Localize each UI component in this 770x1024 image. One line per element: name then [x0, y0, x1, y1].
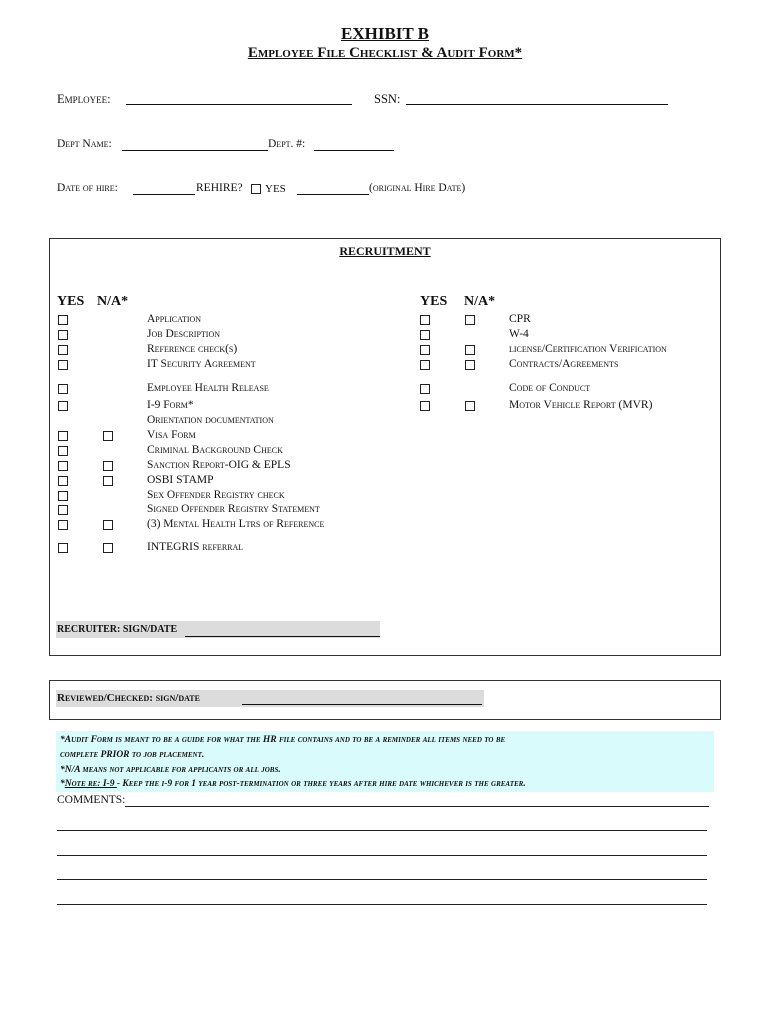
left-checklist-label: Reference check(s)	[147, 343, 238, 355]
dept-name-field[interactable]	[122, 138, 268, 151]
right-na-header: N/A*	[464, 294, 496, 309]
date-of-hire-label: Date of hire:	[57, 182, 118, 194]
left-checklist-label: Orientation documentation	[147, 414, 274, 426]
right-yes-header: YES	[420, 294, 448, 309]
right-checklist-label: W-4	[509, 328, 529, 340]
left-yes-checkbox[interactable]	[58, 543, 68, 553]
left-yes-checkbox[interactable]	[58, 330, 68, 340]
note-line-4	[60, 779, 526, 789]
recruiter-sign-label: RECRUITER: SIGN/DATE	[57, 624, 178, 635]
reviewed-sign-label: Reviewed/Checked: sign/date	[57, 692, 200, 704]
left-checklist-label: Signed Offender Registry Statement	[147, 503, 320, 515]
right-checklist-label: Motor Vehicle Report (MVR)	[509, 399, 653, 411]
right-na-checkbox[interactable]	[465, 360, 475, 370]
left-na-header: N/A*	[97, 294, 129, 309]
ssn-field[interactable]	[406, 92, 668, 105]
recruitment-title: RECRUITMENT	[339, 244, 431, 258]
comments-line-5[interactable]	[57, 904, 707, 905]
left-checklist-label: I-9 Form*	[147, 399, 194, 411]
right-yes-checkbox[interactable]	[420, 330, 430, 340]
left-yes-checkbox[interactable]	[58, 431, 68, 441]
comments-label: COMMENTS:	[57, 794, 126, 806]
employee-label: Employee:	[57, 92, 111, 106]
left-checklist-label: (3) Mental Health Ltrs of Reference	[147, 518, 325, 530]
dept-number-field[interactable]	[314, 138, 394, 151]
left-checklist-label: Visa Form	[147, 429, 196, 441]
right-checklist-label: Code of Conduct	[509, 382, 591, 394]
form-subtitle: Employee File Checklist & Audit Form*	[247, 45, 523, 61]
left-checklist-label: Criminal Background Check	[147, 444, 283, 456]
rehire-checkbox[interactable]	[251, 184, 261, 194]
left-checklist-label: Employee Health Release	[147, 382, 269, 394]
left-na-checkbox[interactable]	[103, 461, 113, 471]
note-line-4-prefix: *	[60, 779, 65, 789]
right-yes-checkbox[interactable]	[420, 401, 430, 411]
left-checklist-label: INTEGRIS referral	[147, 541, 244, 553]
left-yes-checkbox[interactable]	[58, 476, 68, 486]
left-yes-checkbox[interactable]	[58, 461, 68, 471]
left-na-checkbox[interactable]	[103, 520, 113, 530]
note-line-4-rest: - Keep the i-9 for 1 year post-termination or three years after hire date whichever is the greater.	[116, 779, 526, 789]
left-na-checkbox[interactable]	[103, 476, 113, 486]
comments-line-3[interactable]	[57, 855, 707, 856]
right-na-checkbox[interactable]	[465, 315, 475, 325]
left-yes-checkbox[interactable]	[58, 384, 68, 394]
left-checklist-label: Sex Offender Registry check	[147, 489, 285, 501]
left-checklist-label: OSBI STAMP	[147, 474, 214, 486]
right-yes-checkbox[interactable]	[420, 345, 430, 355]
right-na-checkbox[interactable]	[465, 345, 475, 355]
ssn-label: SSN:	[374, 92, 401, 106]
left-yes-checkbox[interactable]	[58, 315, 68, 325]
note-line-3: *N/A means not applicable for applicants or all jobs.	[60, 765, 281, 775]
right-yes-checkbox[interactable]	[420, 384, 430, 394]
left-checklist-label: Job Description	[147, 328, 220, 340]
left-checklist-label: Sanction Report-OIG & EPLS	[147, 459, 291, 471]
left-yes-checkbox[interactable]	[58, 360, 68, 370]
dept-name-label: Dept Name:	[57, 138, 112, 150]
right-na-checkbox[interactable]	[465, 401, 475, 411]
left-yes-checkbox[interactable]	[58, 491, 68, 501]
left-na-checkbox[interactable]	[103, 543, 113, 553]
employee-field[interactable]	[126, 92, 352, 105]
left-checklist-label: Application	[147, 313, 202, 325]
note-line-4-note: Note re: I-9	[64, 779, 117, 789]
recruiter-sign-field[interactable]	[185, 624, 380, 637]
reviewed-sign-field[interactable]	[242, 692, 482, 705]
right-checklist-label: license/Certification Verification	[509, 343, 667, 355]
rehire-label: REHIRE?	[196, 182, 243, 194]
left-na-checkbox[interactable]	[103, 431, 113, 441]
date-of-hire-field[interactable]	[133, 182, 195, 195]
comments-line-2[interactable]	[57, 830, 707, 831]
left-yes-checkbox[interactable]	[58, 401, 68, 411]
right-checklist-label: CPR	[509, 313, 531, 325]
comments-line-1[interactable]	[125, 806, 709, 807]
left-checklist-label: IT Security Agreement	[147, 358, 256, 370]
note-line-1: *Audit Form is meant to be a guide for what the HR file contains and to be a reminder all items need to be	[60, 735, 506, 745]
rehire-yes-label: YES	[265, 183, 286, 195]
note-line-2: complete PRIOR to job placement.	[60, 750, 205, 760]
left-yes-checkbox[interactable]	[58, 345, 68, 355]
right-checklist-label: Contracts/Agreements	[509, 358, 619, 370]
right-yes-checkbox[interactable]	[420, 315, 430, 325]
left-yes-header: YES	[57, 294, 85, 309]
left-yes-checkbox[interactable]	[58, 446, 68, 456]
left-yes-checkbox[interactable]	[58, 505, 68, 515]
original-hire-date-field[interactable]	[297, 182, 369, 195]
exhibit-title: EXHIBIT B	[340, 24, 430, 43]
right-yes-checkbox[interactable]	[420, 360, 430, 370]
comments-line-4[interactable]	[57, 879, 707, 880]
original-hire-date-label: (original Hire Date)	[369, 182, 466, 194]
dept-number-label: Dept. #:	[268, 138, 306, 150]
notes-box	[56, 731, 714, 792]
left-yes-checkbox[interactable]	[58, 520, 68, 530]
